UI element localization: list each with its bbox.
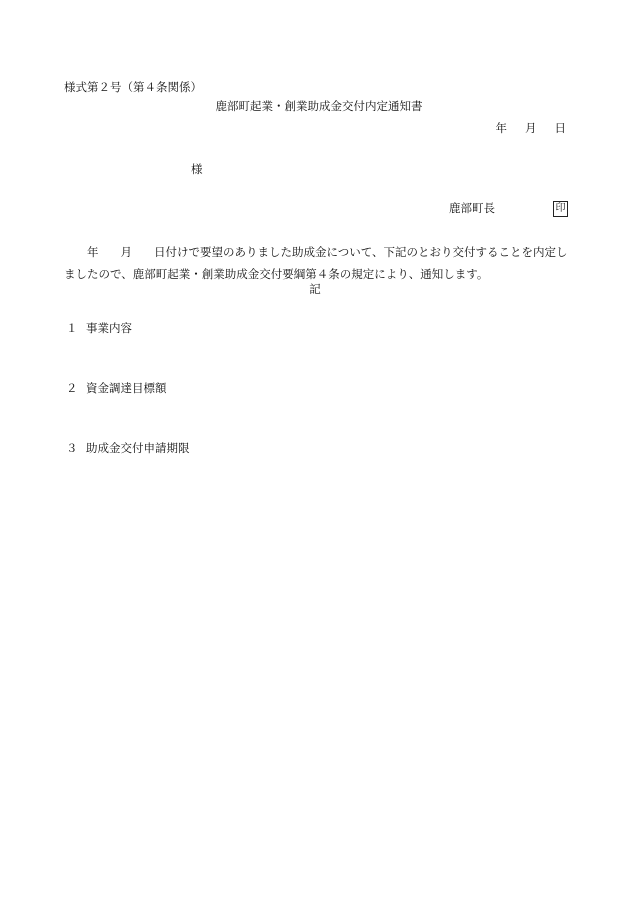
seal-mark: 印 [553,201,568,217]
item-label: 資金調達目標額 [86,381,167,395]
date-month: 月 [525,121,537,135]
date-line [496,123,567,135]
list-item [66,323,132,335]
item-label: 助成金交付申請期限 [86,441,190,455]
body-date-month: 月 [120,245,132,259]
date-year: 年 [495,121,507,135]
document-title: 鹿部町起業・創業助成金交付内定通知書 [215,99,423,113]
item-number: １ [66,321,78,335]
body-paragraph [64,241,569,285]
list-item [66,383,167,395]
issuer-name: 鹿部町長 [449,201,495,215]
item-number: ３ [66,441,78,455]
list-item [66,443,190,455]
item-label: 事業内容 [86,321,132,335]
addressee-suffix: 様 [191,162,203,176]
ki-heading: 記 [309,282,321,296]
body-main-text: 日付けで要望のありました助成金について、下記のとおり交付することを内定しましたので、鹿部町起業・創業助成金交付要綱第４条の規定により、通知します。 [64,245,568,281]
form-number: 様式第２号（第４条関係） [64,80,202,94]
body-date-year: 年 [87,245,99,259]
date-day: 日 [554,121,566,135]
item-number: ２ [66,381,78,395]
